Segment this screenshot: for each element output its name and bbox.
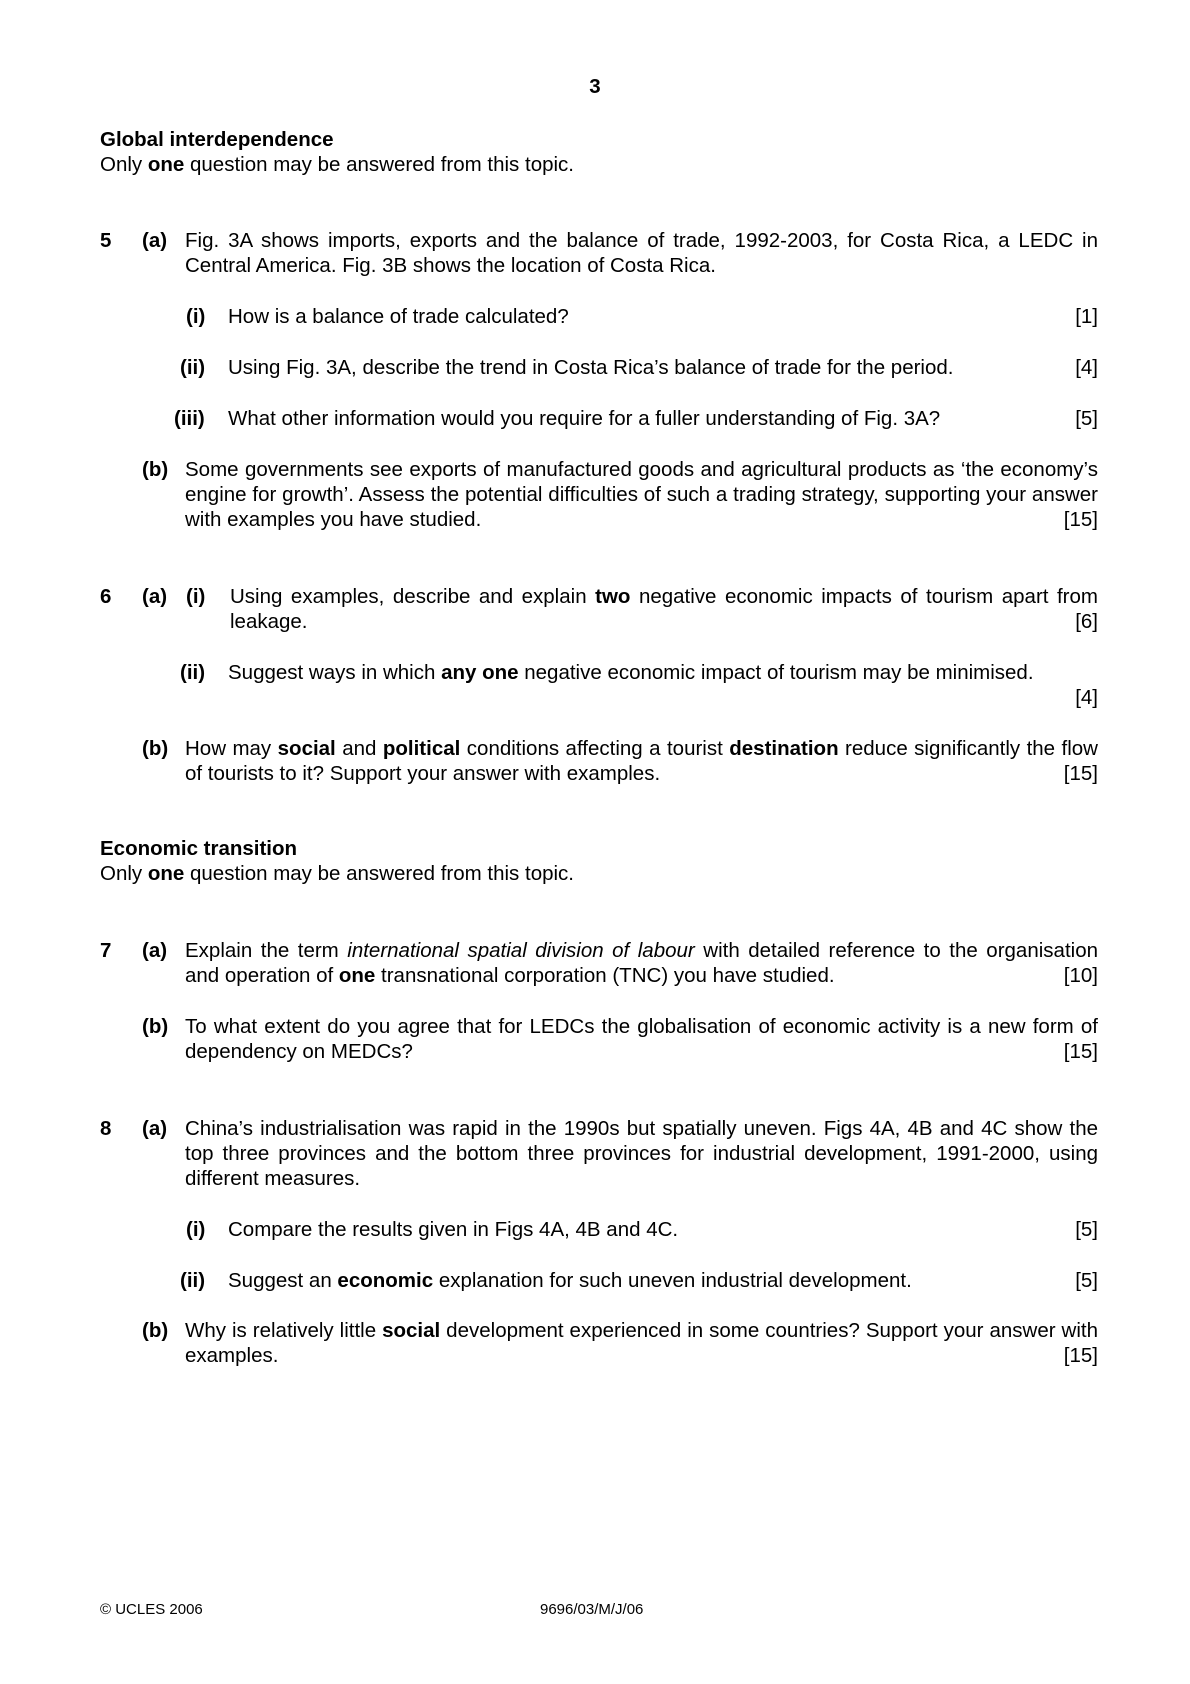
mark-8ai: [5] — [1075, 1218, 1098, 1241]
question-text: Suggest an — [228, 1269, 338, 1292]
emphasis: two — [595, 585, 631, 608]
part-label-6aii: (ii) — [180, 661, 206, 684]
part-label-8ai: (i) — [186, 1218, 206, 1241]
question-text-5b — [185, 457, 1098, 532]
emphasis: political — [382, 737, 461, 760]
mark-5aiii: [5] — [1075, 407, 1098, 430]
part-label-7b: (b) — [142, 1015, 169, 1038]
emphasis: one — [338, 964, 376, 987]
question-text: development experienced in some countries? Support your answer with examples. — [185, 1319, 1098, 1367]
note-text: question may be answered from this topic. — [184, 153, 575, 176]
note-bold: one — [147, 153, 185, 176]
question-text-7b — [185, 1014, 1098, 1064]
question-number-8: 8 — [100, 1117, 112, 1140]
section-title-economic-transition: Economic transition — [100, 837, 298, 860]
part-label-5aii: (ii) — [180, 356, 206, 379]
question-text: conditions affecting a tourist — [460, 737, 730, 760]
part-label-5ai: (i) — [186, 305, 206, 328]
part-label-6ai: (i) — [186, 585, 206, 608]
emphasis: economic — [337, 1269, 434, 1292]
part-label-5aiii: (iii) — [174, 407, 205, 430]
part-label-5a: (a) — [142, 229, 168, 252]
part-label-7a: (a) — [142, 939, 168, 962]
mark-5aii: [4] — [1075, 356, 1098, 379]
question-text-5aiii: What other information would you require for a fuller understanding of Fig. 3A? — [228, 407, 941, 430]
note-text: Only — [100, 153, 148, 176]
question-text: How may — [185, 737, 278, 760]
question-text: with detailed reference to the organisation and operation of — [185, 939, 1098, 987]
question-text: Explain the term — [185, 939, 348, 962]
question-text: Why is relatively little — [185, 1319, 383, 1342]
question-text: negative economic impact of tourism may be minimised. — [518, 661, 1034, 684]
question-text-5aii: Using Fig. 3A, describe the trend in Costa Rica’s balance of trade for the period. — [228, 356, 954, 379]
question-text-8b — [185, 1318, 1098, 1368]
part-label-6a: (a) — [142, 585, 168, 608]
note-bold: one — [147, 862, 185, 885]
section-note — [100, 152, 574, 177]
part-label-8a: (a) — [142, 1117, 168, 1140]
emphasis: any one — [441, 661, 519, 684]
question-text-5ai: How is a balance of trade calculated? — [228, 305, 569, 328]
question-text: negative economic impacts of tourism apart from leakage. — [230, 585, 1098, 633]
mark-7b: [15] — [1063, 1040, 1098, 1063]
mark-8b: [15] — [1063, 1344, 1098, 1367]
question-text: To what extent do you agree that for LEDCs the globalisation of economic activity is a new form of dependency on MEDCs? — [185, 1015, 1098, 1063]
question-text-5a: Fig. 3A shows imports, exports and the balance of trade, 1992-2003, for Costa Rica, a LEDC in Central America. Fig. 3B shows the location of Costa Rica. — [185, 229, 1098, 277]
question-text: and — [335, 737, 383, 760]
question-number-5: 5 — [100, 229, 112, 252]
mark-5ai: [1] — [1075, 305, 1098, 328]
question-text-6aii — [228, 660, 1098, 685]
question-number-6: 6 — [100, 585, 112, 608]
emphasis: social — [277, 737, 336, 760]
emphasis: social — [382, 1319, 441, 1342]
question-text-8ai: Compare the results given in Figs 4A, 4B and 4C. — [228, 1218, 679, 1241]
footer-copyright: © UCLES 2006 — [100, 1601, 203, 1618]
emphasis: destination — [729, 737, 839, 760]
question-text-7a — [185, 938, 1098, 988]
mark-7a: [10] — [1063, 964, 1098, 987]
page-number: 3 — [589, 75, 601, 98]
question-text-6ai — [230, 584, 1098, 634]
question-text: transnational corporation (TNC) you have studied. — [375, 964, 835, 987]
question-number-7: 7 — [100, 939, 112, 962]
section-title-global-interdependence: Global interdependence — [100, 128, 334, 151]
note-text: Only — [100, 862, 148, 885]
question-text: Some governments see exports of manufactured goods and agricultural products as ‘the economy’s engine for growth’. Assess the potential difficulties of such a trading strategy, supporting your answer with examples you have studied. — [185, 458, 1098, 531]
italic-term: international spatial division of labour — [347, 939, 695, 962]
mark-6aii: [4] — [1075, 686, 1098, 709]
note-text: question may be answered from this topic. — [184, 862, 575, 885]
mark-6ai: [6] — [1075, 610, 1098, 633]
mark-8aii: [5] — [1075, 1269, 1098, 1292]
question-text-8a: China’s industrialisation was rapid in the 1990s but spatially uneven. Figs 4A, 4B and 4C show the top three provinces and the bottom three provinces for industrial development, 1991-2000, using different measures. — [185, 1117, 1098, 1190]
question-text: Using examples, describe and explain — [230, 585, 596, 608]
part-label-8aii: (ii) — [180, 1269, 206, 1292]
part-label-5b: (b) — [142, 458, 169, 481]
section-note — [100, 861, 574, 886]
question-text: explanation for such uneven industrial development. — [433, 1269, 912, 1292]
question-text: reduce significantly the flow of tourists to it? Support your answer with examples. — [185, 737, 1098, 785]
part-label-8b: (b) — [142, 1319, 169, 1342]
question-text-6b — [185, 736, 1098, 786]
question-text-8aii — [228, 1268, 1098, 1293]
mark-6b: [15] — [1063, 762, 1098, 785]
part-label-6b: (b) — [142, 737, 169, 760]
footer-paper-code: 9696/03/M/J/06 — [540, 1601, 644, 1618]
mark-5b: [15] — [1063, 508, 1098, 531]
question-text: Suggest ways in which — [228, 661, 442, 684]
